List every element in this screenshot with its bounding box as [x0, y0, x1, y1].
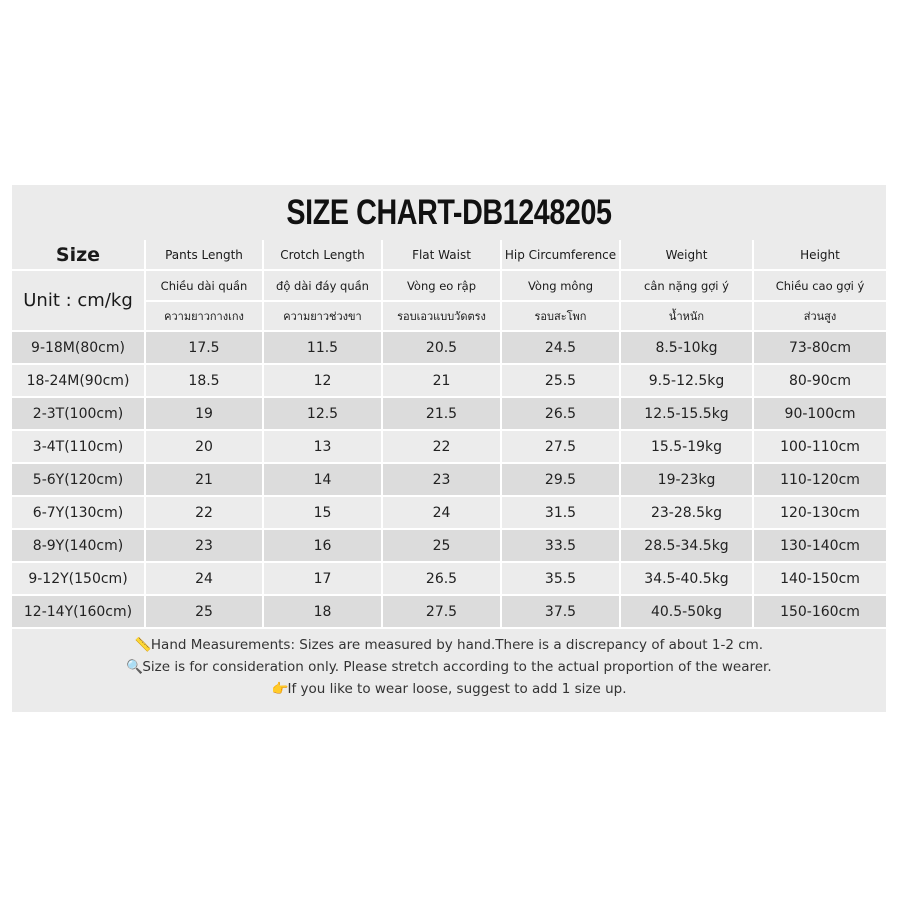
note-line [12, 634, 886, 656]
size-cell: 9-18M(80cm) [12, 331, 145, 364]
column-header-th: รอบสะโพก [501, 301, 620, 331]
size-cell: 3-4T(110cm) [12, 430, 145, 463]
size-cell: 12-14Y(160cm) [12, 595, 145, 628]
table-cell: 25.5 [501, 364, 620, 397]
table-cell: 26.5 [382, 562, 501, 595]
table-cell: 27.5 [382, 595, 501, 628]
column-header-th: รอบเอวแบบวัดตรง [382, 301, 501, 331]
note-text: Hand Measurements: Sizes are measured by hand.There is a discrepancy of about 1-2 cm. [150, 637, 764, 653]
table-cell: 27.5 [501, 430, 620, 463]
column-header-vi: độ dài đáy quần [263, 270, 382, 301]
table-cell: 18 [263, 595, 382, 628]
table-row [12, 595, 886, 628]
column-header-en: Pants Length [145, 240, 263, 270]
notes-section [12, 634, 886, 700]
note-line [12, 678, 886, 700]
column-header-vi: Chiều dài quần [145, 270, 263, 301]
table-cell: 150-160cm [753, 595, 886, 628]
table-cell: 26.5 [501, 397, 620, 430]
table-cell: 22 [382, 430, 501, 463]
table-cell: 130-140cm [753, 529, 886, 562]
table-cell: 80-90cm [753, 364, 886, 397]
column-header-th: ความยาวช่วงขา [263, 301, 382, 331]
table-cell: 40.5-50kg [620, 595, 753, 628]
column-header-en: Height [753, 240, 886, 270]
table-cell: 90-100cm [753, 397, 886, 430]
table-cell: 24 [145, 562, 263, 595]
table-cell: 25 [382, 529, 501, 562]
column-header-en: Hip Circumference [501, 240, 620, 270]
table-cell: 33.5 [501, 529, 620, 562]
column-header-th: ความยาวกางเกง [145, 301, 263, 331]
size-table [12, 240, 886, 629]
table-cell: 24 [382, 496, 501, 529]
column-header-en: Flat Waist [382, 240, 501, 270]
table-cell: 22 [145, 496, 263, 529]
table-cell: 140-150cm [753, 562, 886, 595]
magnifier-icon: 🔍 [126, 659, 144, 675]
pointing-hand-icon: 👉 [271, 681, 289, 697]
table-cell: 21 [382, 364, 501, 397]
table-cell: 12.5 [263, 397, 382, 430]
table-cell: 20.5 [382, 331, 501, 364]
table-row [12, 529, 886, 562]
size-chart-card [12, 185, 886, 712]
header-row-english [12, 240, 886, 270]
table-cell: 12.5-15.5kg [620, 397, 753, 430]
size-cell: 18-24M(90cm) [12, 364, 145, 397]
size-cell: 2-3T(100cm) [12, 397, 145, 430]
table-cell: 25 [145, 595, 263, 628]
table-cell: 21 [145, 463, 263, 496]
column-header-th: ส่วนสูง [753, 301, 886, 331]
table-cell: 14 [263, 463, 382, 496]
size-cell: 9-12Y(150cm) [12, 562, 145, 595]
note-line [12, 656, 886, 678]
table-row [12, 496, 886, 529]
column-header-en: Weight [620, 240, 753, 270]
ruler-icon: 📏 [134, 637, 152, 653]
table-cell: 19-23kg [620, 463, 753, 496]
size-rows [12, 331, 886, 628]
table-row [12, 331, 886, 364]
header-row-vietnamese [12, 270, 886, 301]
table-row [12, 562, 886, 595]
table-cell: 18.5 [145, 364, 263, 397]
table-cell: 20 [145, 430, 263, 463]
table-cell: 15.5-19kg [620, 430, 753, 463]
column-header-vi: Vòng eo rập [382, 270, 501, 301]
table-cell: 8.5-10kg [620, 331, 753, 364]
table-cell: 31.5 [501, 496, 620, 529]
column-header-vi: cân nặng gợi ý [620, 270, 753, 301]
table-row [12, 463, 886, 496]
table-cell: 11.5 [263, 331, 382, 364]
table-cell: 73-80cm [753, 331, 886, 364]
chart-title: SIZE CHART-DB1248205 [286, 192, 612, 232]
table-cell: 21.5 [382, 397, 501, 430]
table-cell: 37.5 [501, 595, 620, 628]
column-header-th: น้ำหนัก [620, 301, 753, 331]
size-header: Size [12, 240, 145, 270]
table-cell: 17 [263, 562, 382, 595]
table-row [12, 430, 886, 463]
table-cell: 28.5-34.5kg [620, 529, 753, 562]
table-cell: 23 [145, 529, 263, 562]
table-cell: 15 [263, 496, 382, 529]
size-cell: 5-6Y(120cm) [12, 463, 145, 496]
column-header-en: Crotch Length [263, 240, 382, 270]
note-text: If you like to wear loose, suggest to add 1 size up. [287, 681, 627, 697]
table-cell: 120-130cm [753, 496, 886, 529]
table-cell: 13 [263, 430, 382, 463]
table-cell: 100-110cm [753, 430, 886, 463]
unit-label: Unit : cm/kg [12, 270, 145, 331]
table-cell: 110-120cm [753, 463, 886, 496]
table-row [12, 397, 886, 430]
table-row [12, 364, 886, 397]
table-cell: 24.5 [501, 331, 620, 364]
column-header-vi: Chiều cao gợi ý [753, 270, 886, 301]
size-cell: 6-7Y(130cm) [12, 496, 145, 529]
column-header-vi: Vòng mông [501, 270, 620, 301]
table-cell: 23 [382, 463, 501, 496]
table-cell: 35.5 [501, 562, 620, 595]
table-cell: 17.5 [145, 331, 263, 364]
note-text: Size is for consideration only. Please stretch according to the actual proportion of the wearer. [142, 659, 772, 675]
table-cell: 23-28.5kg [620, 496, 753, 529]
table-cell: 34.5-40.5kg [620, 562, 753, 595]
table-cell: 9.5-12.5kg [620, 364, 753, 397]
table-cell: 12 [263, 364, 382, 397]
size-cell: 8-9Y(140cm) [12, 529, 145, 562]
table-cell: 29.5 [501, 463, 620, 496]
table-cell: 19 [145, 397, 263, 430]
table-cell: 16 [263, 529, 382, 562]
